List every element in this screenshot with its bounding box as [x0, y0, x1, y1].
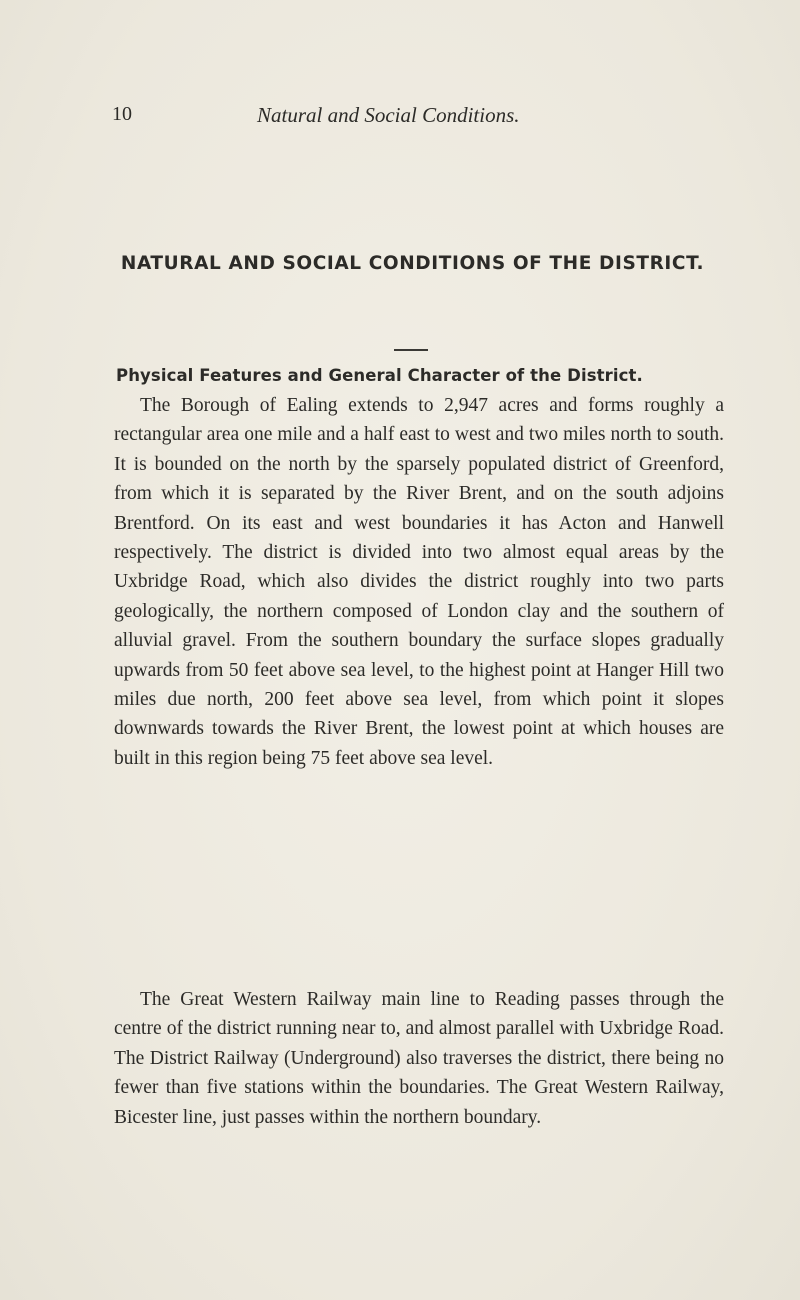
running-title: Natural and Social Conditions.: [257, 103, 520, 127]
chapter-title: NATURAL AND SOCIAL CONDITIONS OF THE DISTRICT.: [120, 253, 705, 274]
body-paragraph-2: The Great Western Railway main line to Reading passes through the centre of the district running near to, and almost parallel with Uxbridge Road. The District Railway (Underground) also traverses the district, there being no fewer than five stations within the boundaries. The Great Western Railway, Bicester line, just passes within the northern boundary.: [114, 989, 724, 1128]
running-header: [0, 103, 800, 133]
title-divider: [394, 349, 428, 351]
section-heading: Physical Features and General Character of the District.: [116, 366, 643, 385]
body-paragraph-1: The Borough of Ealing extends to 2,947 acres and forms roughly a rectangular area one mile and a half east to west and two miles north to south. It is bounded on the north by the sparsely populated district of Greenford, from which it is separated by the River Brent, and on the south adjoins Brentford. On its east and west boundaries it has Acton and Hanwell respectively. The district is divided into two almost equal areas by the Uxbridge Road, which also divides the district roughly into two parts geologically, the northern composed of London clay and the southern of alluvial gravel. From the southern boundary the surface slopes gradually upwards from 50 feet above sea level, to the highest point at Hanger Hill two miles due north, 200 feet above sea level, from which point it slopes downwards towards the River Brent, the lowest point at which houses are built in this region being 75 feet above sea level.: [114, 395, 724, 769]
page-number: 10: [112, 103, 132, 125]
